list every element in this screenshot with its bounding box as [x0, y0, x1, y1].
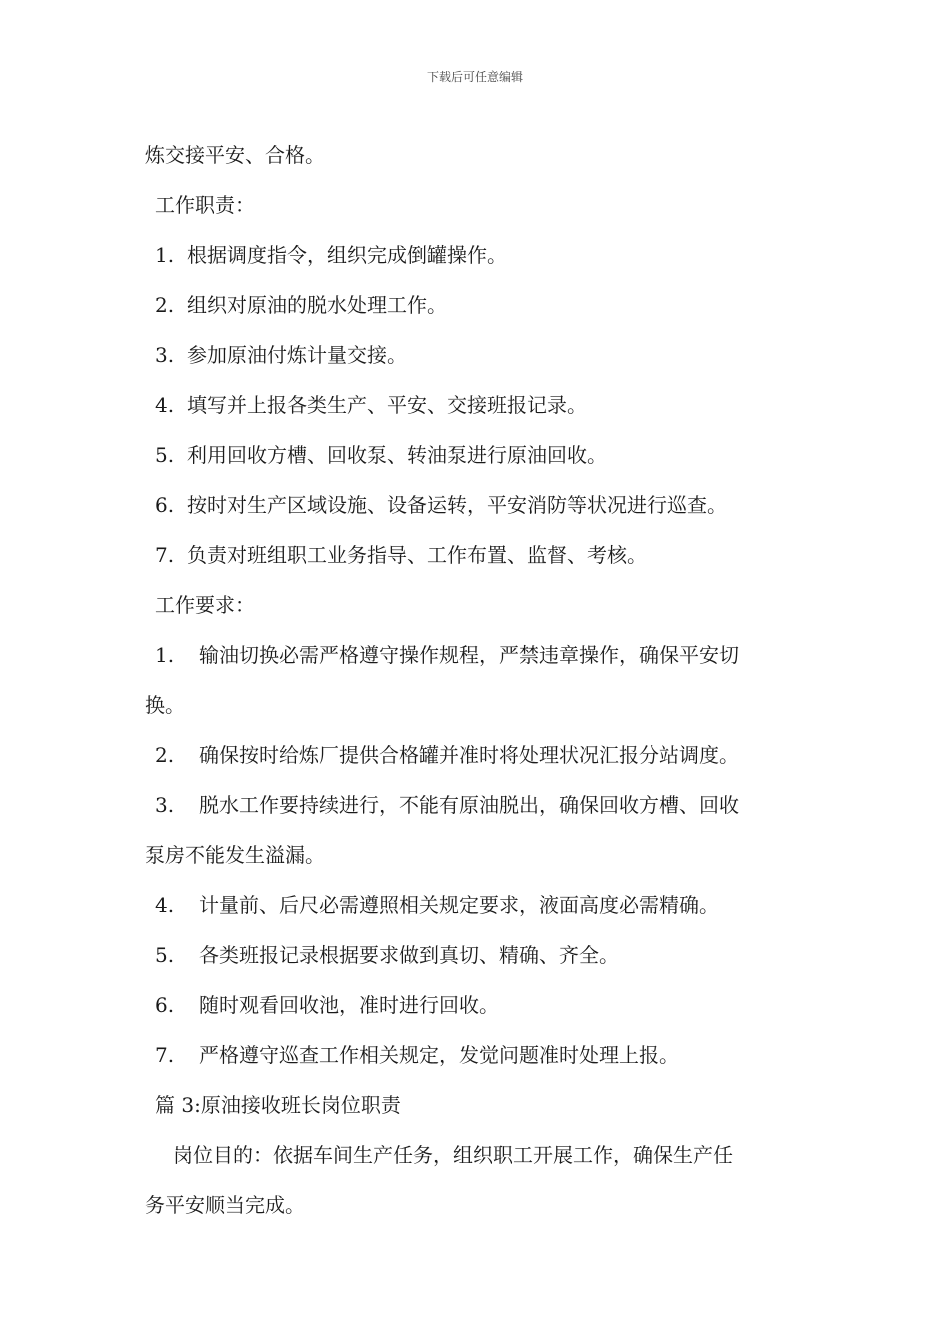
requirement-number: 3. [155, 793, 175, 817]
duty-number: 7. [155, 543, 175, 567]
purpose-line-1: 岗位目的：依据车间生产任务，组织职工开展工作，确保生产任 [173, 1143, 733, 1167]
requirement-number: 4. [155, 893, 175, 917]
duty-item [145, 280, 810, 330]
duty-item [145, 530, 810, 580]
duties-heading: 工作职责： [155, 193, 255, 217]
requirement-text: 各类班报记录根据要求做到真切、精确、齐全。 [199, 943, 619, 967]
requirement-number: 5. [155, 943, 175, 967]
requirement-item [145, 980, 810, 1030]
duty-item [145, 330, 810, 380]
duty-number: 3. [155, 343, 175, 367]
requirement-continuation: 泵房不能发生溢漏。 [145, 843, 325, 867]
requirement-item [145, 730, 810, 780]
duty-text: 利用回收方槽、回收泵、转油泵进行原油回收。 [187, 443, 607, 467]
duty-item [145, 430, 810, 480]
duty-text: 按时对生产区域设施、设备运转，平安消防等状况进行巡查。 [187, 493, 727, 517]
document-body [145, 130, 810, 1230]
requirement-number: 1. [155, 643, 175, 667]
duty-text: 负责对班组职工业务指导、工作布置、监督、考核。 [187, 543, 647, 567]
duty-item [145, 480, 810, 530]
requirement-text: 输油切换必需严格遵守操作规程，严禁违章操作，确保平安切 [199, 643, 739, 667]
requirement-item [145, 930, 810, 980]
requirement-number: 6. [155, 993, 175, 1017]
requirement-text: 确保按时给炼厂提供合格罐并准时将处理状况汇报分站调度。 [199, 743, 739, 767]
requirement-text: 脱水工作要持续进行，不能有原油脱出，确保回收方槽、回收 [199, 793, 739, 817]
duty-item [145, 230, 810, 280]
requirement-item [145, 630, 810, 680]
requirement-item [145, 780, 810, 830]
duty-text: 参加原油付炼计量交接。 [187, 343, 407, 367]
duty-number: 4. [155, 393, 175, 417]
duty-number: 1. [155, 243, 175, 267]
requirement-text: 严格遵守巡查工作相关规定，发觉问题准时处理上报。 [199, 1043, 679, 1067]
section-3-title: 篇 3:原油接收班长岗位职责 [155, 1093, 401, 1117]
duty-number: 2. [155, 293, 175, 317]
requirement-item [145, 1030, 810, 1080]
requirement-continuation: 换。 [145, 693, 185, 717]
purpose-line-2: 务平安顺当完成。 [145, 1193, 305, 1217]
duty-item [145, 380, 810, 430]
page-header: 下载后可任意编辑 [426, 70, 523, 84]
duty-text: 填写并上报各类生产、平安、交接班报记录。 [187, 393, 587, 417]
duty-text: 根据调度指令，组织完成倒罐操作。 [187, 243, 507, 267]
requirement-number: 2. [155, 743, 175, 767]
requirement-text: 计量前、后尺必需遵照相关规定要求，液面高度必需精确。 [199, 893, 719, 917]
requirement-item [145, 880, 810, 930]
duty-number: 6. [155, 493, 175, 517]
requirement-number: 7. [155, 1043, 175, 1067]
requirement-text: 随时观看回收池，准时进行回收。 [199, 993, 499, 1017]
requirements-heading: 工作要求： [155, 593, 255, 617]
intro-tail: 炼交接平安、合格。 [145, 143, 325, 167]
duty-text: 组织对原油的脱水处理工作。 [187, 293, 447, 317]
duty-number: 5. [155, 443, 175, 467]
